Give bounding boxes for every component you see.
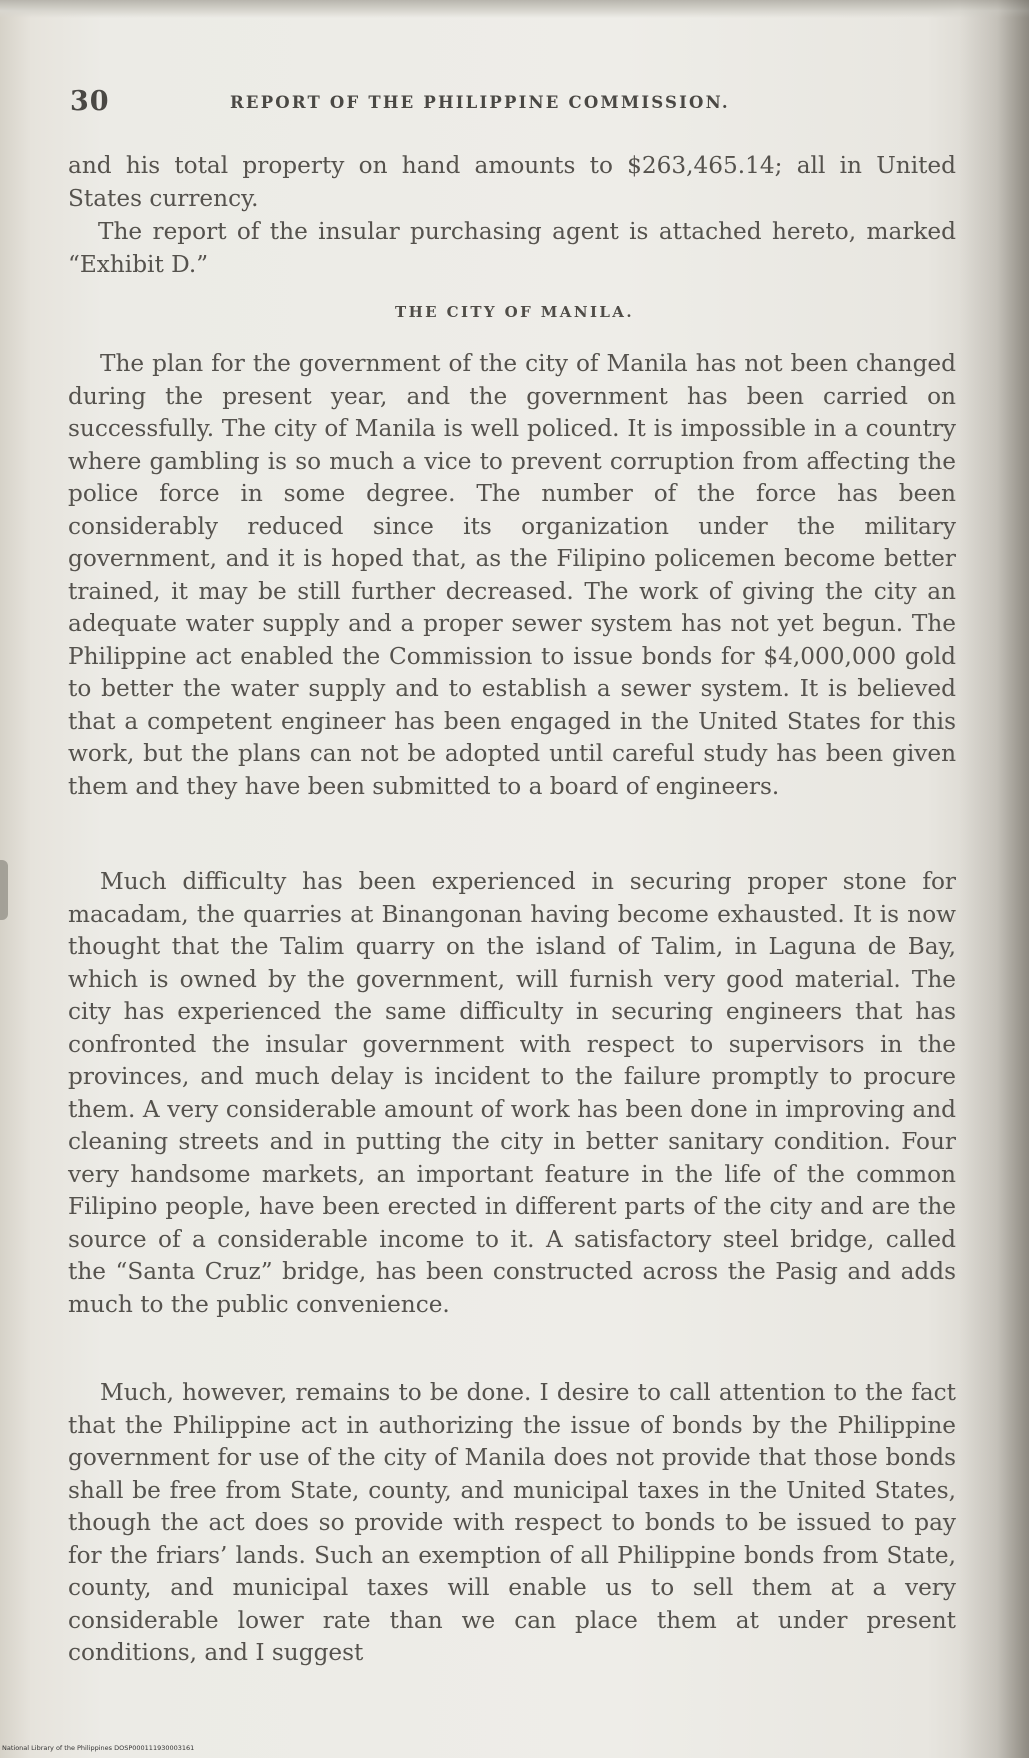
paragraph-continued: and his total property on hand amounts to $263,465.14; all in United States currency. [68,152,956,212]
binding-mark [0,860,8,920]
running-head: REPORT OF THE PHILIPPINE COMMISSION. [230,93,730,112]
paragraph-exhibit: The report of the insular purchasing agent is attached hereto, marked “Exhibit D.” [68,218,956,278]
page-gutter-shadow [959,0,1029,1758]
section-heading: THE CITY OF MANILA. [395,303,634,321]
page-header [70,86,950,126]
paragraph-difficulty: Much difficulty has been experienced in securing proper stone for macadam, the quarries at Binangonan having become exhausted. It is now thought that the Talim quarry on the island of Talim, in Laguna de Bay, which is owned by the government, will furnish very good material. The city has experienced the same difficulty in securing engineers that has confronted the insular government with respect to supervisors in the provinces, and much delay is incident to the failure promptly to procure them. A very considerable amount of work has been done in improving and cleaning streets and in putting the city in better sanitary condition. Four very handsome markets, an important feature in the life of the common Filipino people, have been erected in different parts of the city and are the source of a considerable income to it. A satisfactory steel bridge, called the “Santa Cruz” bridge, has been constructed across the Pasig and adds much to the public convenience. [68,868,956,1318]
page-number: 30 [70,86,110,117]
paragraph-remains: Much, however, remains to be done. I desire to call attention to the fact that the Philippine act in authorizing the issue of bonds by the Philippine government for use of the city of Manila does not provide that those bonds shall be free from State, county, and municipal taxes in the United States, though the act does so provide with respect to bonds to be issued to pay for the friars’ lands. Such an exemption of all Philippine bonds from State, county, and municipal taxes will enable us to sell them at a very considerable lower rate than we can place them at under present conditions, and I suggest [68,1379,956,1666]
page-top-edge [0,0,1029,18]
paragraph-plan: The plan for the government of the city of Manila has not been changed during the present year, and the government has been carried on successfully. The city of Manila is well policed. It is impossible in a country where gambling is so much a vice to prevent corruption from affecting the police force in some degree. The number of the force has been considerably reduced since its organization under the military government, and it is hoped that, as the Filipino policemen become better trained, it may be still further decreased. The work of giving the city an adequate water supply and a proper sewer system has not yet begun. The Philippine act enabled the Commission to issue bonds for $4,000,000 gold to better the water supply and to establish a sewer system. It is believed that a competent engineer has been engaged in the United States for this work, but the plans can not be adopted until careful study has been given them and they have been submitted to a board of engineers. [68,350,956,800]
scan-credit: National Library of the Philippines DOSP000111930003161 [2,1744,195,1752]
